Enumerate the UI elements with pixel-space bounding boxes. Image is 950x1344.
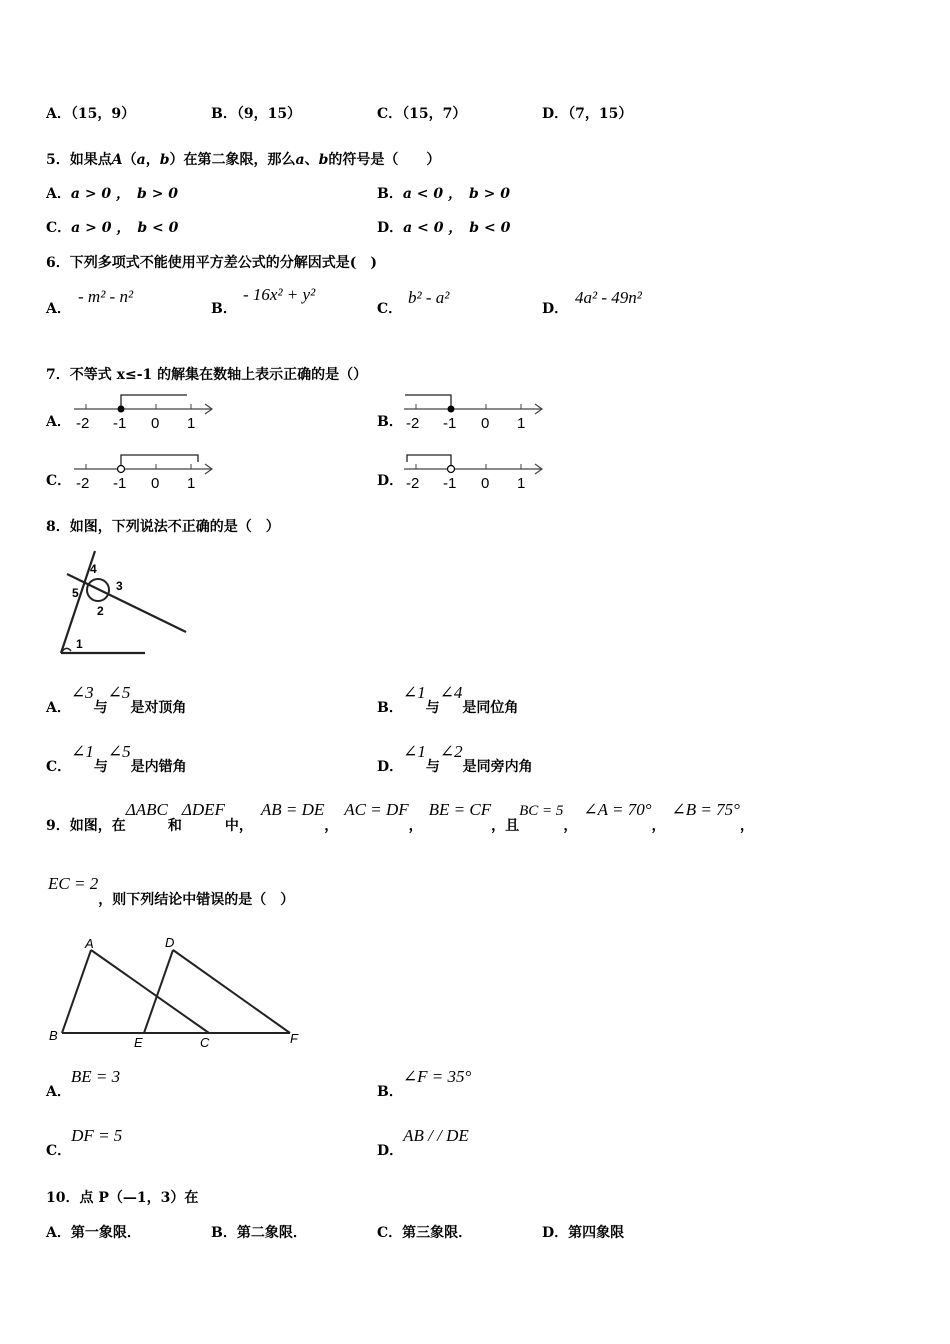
q8-option-d: D．∠1与∠2是同旁内角 [377,742,533,775]
angle-label-4: 4 [90,562,97,576]
tick-label: 0 [151,475,160,492]
tick-label: -2 [406,415,420,432]
q6-option-a-expr: - m² - n² [78,287,134,306]
q4-option-a: A．（15，9） [46,106,136,122]
tick-label: -2 [76,415,90,432]
q6-option-c-expr: b² - a² [408,288,450,307]
q10-option-a: A．第一象限． [46,1225,141,1241]
q6-stem: 6．下列多项式不能使用平方差公式的分解因式是( ) [46,255,377,271]
angle-label-3: 3 [116,579,123,593]
q7-stem: 7．不等式 x≤-1 的解集在数轴上表示正确的是（） [46,367,368,383]
tick-label: -1 [113,415,127,432]
vertex-label-f: F [290,1031,298,1046]
q6-option-a-label: A． [46,301,71,317]
q5-option-c: C．a > 0 ， b < 0 [46,220,179,236]
tick-label: 0 [151,415,160,432]
q6-option-c-label: C． [377,301,403,317]
q7-option-a-label: A． [46,414,71,430]
vertex-label-d: D [165,935,175,950]
q9-stem-line1: 9．如图，在ΔABC和ΔDEF中，AB = DE，AC = DF，BE = CF，且BC = 5，∠A = 70°，∠B = 75°， [46,800,754,834]
q9-figure [45,930,310,1052]
q6-option-d-expr: 4a² - 49n² [575,288,642,307]
tick-label: 0 [481,415,490,432]
q10-option-c: C．第三象限． [377,1225,473,1241]
q10-stem: 10．点 P（—1，3）在 [46,1190,199,1206]
q7-number-line-b [400,390,550,435]
angle-label-5: 5 [72,586,79,600]
q5-option-b: B．a < 0 ， b > 0 [377,186,511,202]
angle-label-2: 2 [97,604,104,618]
tick-label: 1 [187,415,196,432]
q8-option-a: A．∠3与∠5是对顶角 [46,683,187,716]
tick-label: -1 [443,415,457,432]
tick-label: -1 [113,475,127,492]
vertex-label-a: A [85,936,94,951]
q6-option-b-expr: - 16x² + y² [243,285,316,304]
q10-option-b: B．第二象限． [211,1225,307,1241]
q7-number-line-a [70,390,220,435]
vertex-label-b: B [49,1028,58,1043]
q8-figure [50,548,200,663]
tick-label: 0 [481,475,490,492]
q7-option-b-label: B． [377,414,403,430]
q4-option-c: C．（15，7） [377,106,467,122]
q9-option-c: C．DF = 5 [46,1126,123,1159]
angle-label-1: 1 [76,637,83,651]
q8-option-b: B．∠1与∠4是同位角 [377,683,519,716]
q4-option-b: B．（9，15） [211,106,302,122]
tick-label: -1 [443,475,457,492]
q8-stem: 8．如图，下列说法不正确的是（ ） [46,519,280,535]
q6-option-b-label: B． [211,301,237,317]
q7-number-line-c [70,450,220,495]
q9-option-b: B．∠F = 35° [377,1067,472,1100]
tick-label: 1 [517,475,526,492]
q8-option-c: C．∠1与∠5是内错角 [46,742,187,775]
q10-option-d: D．第四象限 [542,1225,625,1241]
tick-label: 1 [187,475,196,492]
q5-stem: 5．如果点A（a，b）在第二象限，那么a、b的符号是（ ） [46,152,441,168]
q5-option-a: A．a > 0 ， b > 0 [46,186,179,202]
q4-option-d: D．（7，15） [542,106,633,122]
vertex-label-e: E [134,1035,143,1050]
vertex-label-c: C [200,1035,210,1050]
tick-label: 1 [517,415,526,432]
tick-label: -2 [406,475,420,492]
tick-label: -2 [76,475,90,492]
q9-stem-line2: EC = 2，则下列结论中错误的是（ ） [48,874,295,908]
q6-option-d-label: D． [542,301,569,317]
q5-option-d: D．a < 0 ， b < 0 [377,220,511,236]
q9-option-d: D．AB / / DE [377,1126,469,1159]
q7-option-c-label: C． [46,473,72,489]
q9-option-a: A．BE = 3 [46,1067,121,1100]
q7-number-line-d [400,450,550,495]
q7-option-d-label: D． [377,473,404,489]
